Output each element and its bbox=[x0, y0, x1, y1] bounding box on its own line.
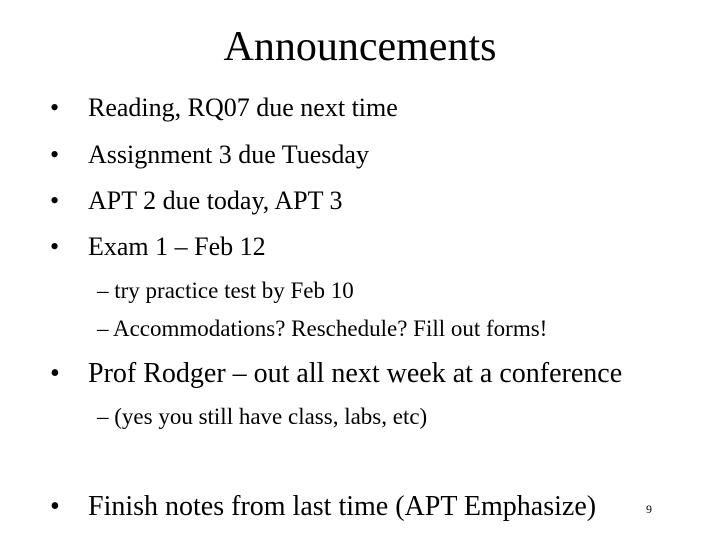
slide-number: 9 bbox=[646, 502, 652, 516]
bullet-text: Finish notes from last time (APT Emphasize) bbox=[88, 491, 597, 522]
bullet-item bbox=[50, 186, 343, 216]
bullet-text: APT 2 due today, APT 3 bbox=[88, 186, 343, 215]
slide-title: Announcements bbox=[223, 24, 497, 70]
bullet-marker: • bbox=[50, 140, 60, 169]
bullet-marker: • bbox=[50, 232, 60, 261]
bullet-item-finish-notes bbox=[50, 491, 597, 523]
bullet-marker: • bbox=[50, 93, 60, 122]
bullet-item bbox=[50, 232, 266, 262]
bullet-text: Exam 1 – Feb 12 bbox=[88, 232, 266, 261]
sub-bullet-practice-test: – try practice test by Feb 10 bbox=[97, 278, 354, 303]
bullet-text: Prof Rodger – out all next week at a conference bbox=[88, 358, 623, 389]
bullet-marker: • bbox=[50, 186, 60, 215]
sub-bullet-class-labs: – (yes you still have class, labs, etc) bbox=[97, 404, 428, 429]
bullet-text: Reading, RQ07 due next time bbox=[88, 93, 398, 122]
bullet-item-prof-rodger bbox=[50, 358, 623, 390]
bullet-text: Assignment 3 due Tuesday bbox=[88, 140, 369, 169]
sub-bullet-accommodations: – Accommodations? Reschedule? Fill out forms! bbox=[97, 316, 548, 341]
bullet-item bbox=[50, 140, 369, 170]
bullet-marker: • bbox=[50, 491, 60, 522]
bullet-item bbox=[50, 93, 398, 123]
bullet-marker: • bbox=[50, 358, 60, 389]
